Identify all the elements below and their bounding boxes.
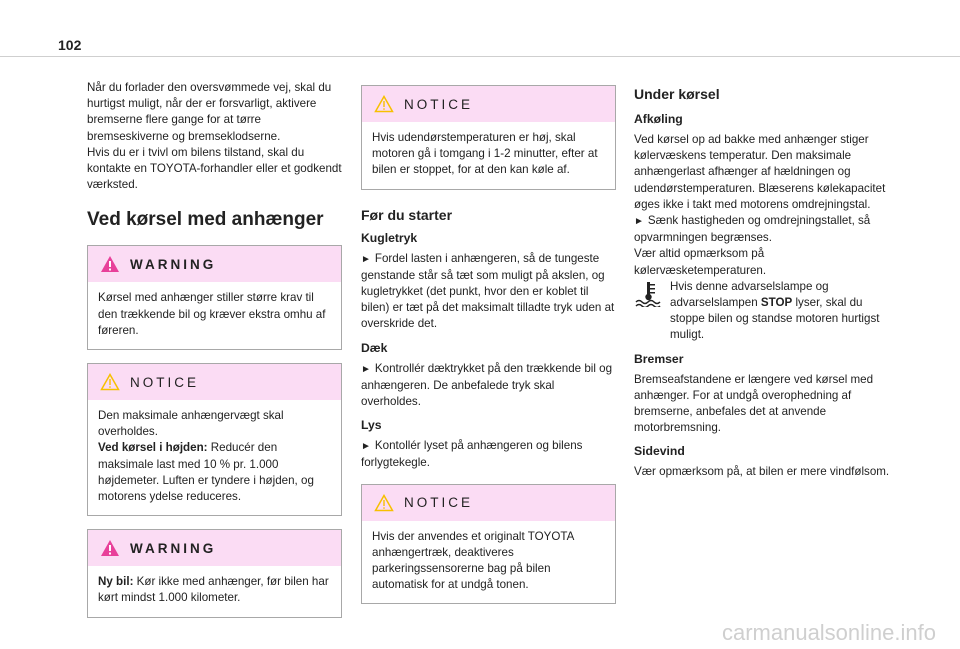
bullet-arrow-icon: ► xyxy=(361,363,371,375)
section-heading-driving: Under kørsel xyxy=(634,86,720,102)
sidevind-heading: Sidevind xyxy=(634,444,685,459)
altitude-label: Ved kørsel i højden: xyxy=(98,441,208,455)
afkoeling-heading: Afkøling xyxy=(634,112,683,126)
notice-box-header xyxy=(362,86,615,122)
coolant-warning-text xyxy=(670,279,894,344)
bullet-arrow-icon: ► xyxy=(634,216,644,228)
lys-heading: Lys xyxy=(361,418,382,433)
notice-box-body xyxy=(362,122,615,189)
notice-box-header xyxy=(88,364,341,400)
notice-label: NOTICE xyxy=(404,96,474,112)
notice-box-3 xyxy=(361,484,616,605)
lys-text xyxy=(361,438,616,471)
intro-paragraph-2: Hvis du er i tvivl om bilens tilstand, skal du kontakte en TOYOTA-forhandler eller et godkendt værksted. xyxy=(87,145,342,192)
notice-label: NOTICE xyxy=(130,374,200,390)
kugletryk-heading: Kugletryk xyxy=(361,230,418,245)
header-divider xyxy=(0,56,960,57)
stop-label: STOP xyxy=(760,296,793,310)
notice-text: Hvis udendørstemperaturen er høj, skal motoren gå i tomgang i 1-2 minutter, efter at bilen er stoppet, for at den kan køle af. xyxy=(372,131,598,177)
daek-heading: Dæk xyxy=(361,340,388,355)
afkoeling-bullet xyxy=(634,213,894,246)
notice-box-body xyxy=(88,400,341,515)
warning-box-header xyxy=(88,246,341,282)
warning-box-header xyxy=(88,530,341,566)
notice-label: NOTICE xyxy=(404,495,474,511)
lys-body: Kontollér lyset på anhængeren og bilens forlygtekegle. xyxy=(361,439,583,470)
sidevind-text: Vær opmærksom på, at bilen er mere vindfølsom. xyxy=(634,465,890,479)
warning-text: Kørsel med anhænger stiller større krav til den trækkende bil og kræver ekstra omhu af føreren. xyxy=(98,291,326,337)
bullet-arrow-icon: ► xyxy=(361,441,371,453)
warning-text-new-car xyxy=(98,574,331,606)
coolant-text-a: Hvis denne advarselslampe og advarselslampen xyxy=(670,279,829,310)
notice-text: Den maksimale anhængervægt skal overholdes. xyxy=(98,409,284,439)
warning-triangle-icon xyxy=(100,255,120,273)
notice-box-body xyxy=(362,521,615,604)
bullet-arrow-icon: ► xyxy=(361,253,371,265)
notice-text: Hvis der anvendes et originalt TOYOTA anhængertræk, deaktiveres parkeringssensorerne bag på bilen automatisk for at undgå tonen. xyxy=(372,529,574,592)
warning-box-2 xyxy=(87,529,342,617)
column-middle xyxy=(361,85,616,604)
notice-triangle-icon xyxy=(374,95,394,113)
section-heading-before-start: Før du starter xyxy=(361,206,453,223)
column-right xyxy=(634,86,894,481)
warning-box-body xyxy=(88,282,341,349)
warning-box-1 xyxy=(87,245,342,350)
daek-text xyxy=(361,361,616,411)
new-car-label: Ny bil: xyxy=(98,575,134,589)
notice-box-1 xyxy=(87,363,342,516)
watermark: carmanualsonline.info xyxy=(721,620,936,645)
notice-triangle-icon xyxy=(100,373,120,391)
afkoeling-bullet-text: Sænk hastigheden og omdrejningstallet, så opvarmningen begrænses. xyxy=(634,214,871,245)
afkoeling-text: Ved kørsel op ad bakke med anhænger stiger kølervæskens temperatur. Den maksimale anhængerlast afhænger af hældningen og udendørstemperaturen. Blæserens kølekapacitet øges ikke i takt med motorens omdrejningstal. xyxy=(634,133,886,211)
kugletryk-body: Fordel lasten i anhængeren, så de tungeste genstande står så tæt som muligt på akslen, og kugletrykket (det punkt, hvor den er koblet til bilen) er tæt på det maksimalt tilladte tryk uden at overskride det. xyxy=(361,251,615,331)
intro-paragraph: Når du forlader den oversvømmede vej, skal du hurtigst muligt, når der er forsvarligt, aktivere bremserne flere gange for at tørre bremseskiverne og bremseklodserne. xyxy=(87,81,332,143)
daek-body: Kontrollér dæktrykket på den trækkende bil og anhængeren. De anbefalede tryk skal overholdes. xyxy=(361,361,613,409)
notice-box-2 xyxy=(361,85,616,190)
column-left xyxy=(87,80,342,618)
coolant-text-b: lyser, skal du stoppe bilen og standse motoren hurtigst muligt. xyxy=(670,296,880,342)
bremser-heading: Bremser xyxy=(634,351,684,366)
warning-triangle-icon xyxy=(100,539,120,557)
coolant-temperature-icon xyxy=(634,281,664,307)
coolant-warning-line xyxy=(634,279,894,344)
warning-label: WARNING xyxy=(130,540,217,556)
warning-box-body xyxy=(88,566,341,616)
bremser-text: Bremseafstandene er længere ved kørsel med anhænger. For at undgå overophedning af bremserne, anbefales det at anvende motorbremsning. xyxy=(634,372,874,435)
afkoeling-text-2: Vær altid opmærksom på kølervæsketemperaturen. xyxy=(634,247,767,277)
warning-label: WARNING xyxy=(130,256,217,272)
new-car-text: Kør ikke med anhænger, før bilen har kørt mindst 1.000 kilometer. xyxy=(98,575,329,605)
kugletryk-text xyxy=(361,251,616,333)
section-heading-trailer: Ved kørsel med anhænger xyxy=(87,209,324,231)
page-number: 102 xyxy=(58,37,82,53)
notice-triangle-icon xyxy=(374,494,394,512)
altitude-text: Reducér den maksimale last med 10 % pr. 1.000 højdemeter. Luften er tyndere i højden, og motorens ydelse reduceres. xyxy=(98,441,314,504)
notice-text-altitude xyxy=(98,440,331,505)
notice-box-header xyxy=(362,485,615,521)
